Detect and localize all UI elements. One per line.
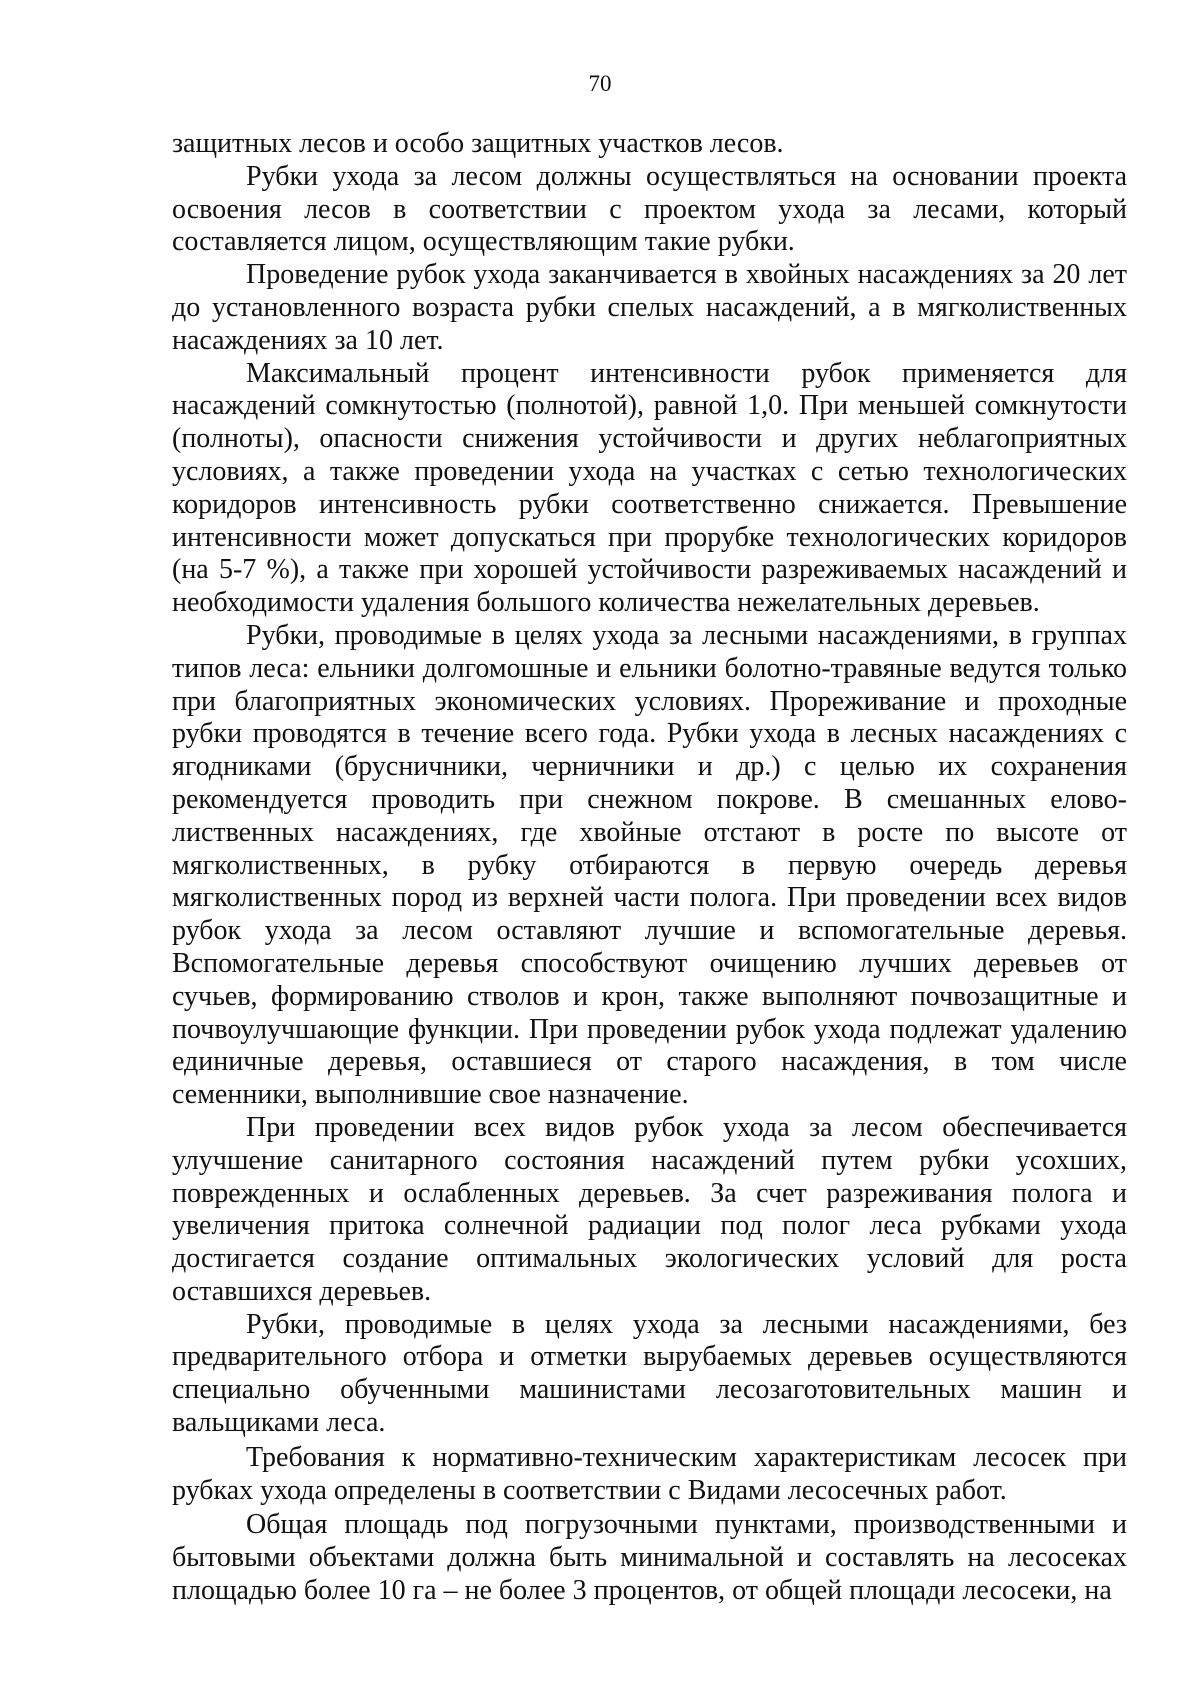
paragraph: Максимальный процент интенсивности рубок применяется для насаждений сомкнутостью (полнотой), равной 1,0. При меньшей сомкнутости (полноты), опасности снижения устойчивости и других неблагоприятных условиях, а также проведении ухода на участках с сетью технологических коридоров интенсивность рубки соответственно снижается. Превышение интенсивности может допускаться при прорубке технологических коридоров (на 5-7 %), а также при хорошей устойчивости разреживаемых насаждений и необходимости удаления большого количества нежелательных деревьев. <box>172 357 1127 619</box>
page-number: 70 <box>588 71 612 96</box>
paragraph: защитных лесов и особо защитных участков лесов. <box>172 128 784 159</box>
paragraph: Рубки, проводимые в целях ухода за лесными насаждениями, без предварительного отбора и отметки вырубаемых деревьев осуществляются специально обученными машинистами лесозаготовительных машин и вальщиками леса. <box>172 1308 1127 1439</box>
paragraph: Общая площадь под погрузочными пунктами, производственными и бытовыми объектами должна быть минимальной и составлять на лесосеках площадью более 10 га – не более 3 процентов, от общей площади лесосеки, на <box>172 1509 1127 1607</box>
paragraph: Требования к нормативно-техническим характеристикам лесосек при рубках ухода определены в соответствии с Видами лесосечных работ. <box>172 1441 1127 1506</box>
document-body <box>172 128 1127 1608</box>
paragraph: При проведении всех видов рубок ухода за лесом обеспечивается улучшение санитарного состояния насаждений путем рубки усохших, поврежденных и ослабленных деревьев. За счет разреживания полога и увеличения притока солнечной радиации под полог леса рубками ухода достигается создание оптимальных экологических условий для роста оставшихся деревьев. <box>172 1111 1127 1307</box>
paragraph: Рубки ухода за лесом должны осуществляться на основании проекта освоения лесов в соответствии с проектом ухода за лесами, который составляется лицом, осуществляющим такие рубки. <box>172 160 1127 258</box>
paragraph: Проведение рубок ухода заканчивается в хвойных насаждениях за 20 лет до установленного возраста рубки спелых насаждений, а в мягколиственных насаждениях за 10 лет. <box>172 259 1127 356</box>
paragraph: Рубки, проводимые в целях ухода за лесными насаждениями, в группах типов леса: ельники долгомошные и ельники болотно-травяные ведутся только при благоприятных экономических условиях. Прореживание и проходные рубки проводятся в течение всего года. Рубки ухода в лесных насаждениях с ягодниками (брусничники, черничники и др.) с целью их сохранения рекомендуется проводить при снежном покрове. В смешанных елово-лиственных насаждениях, где хвойные отстают в росте по высоте от мягколиственных, в рубку отбираются в первую очередь деревья мягколиственных пород из верхней части полога. При проведении всех видов рубок ухода за лесом оставляют лучшие и вспомогательные деревья. Вспомогательные деревья способствуют очищению лучших деревьев от сучьев, формированию стволов и крон, также выполняют почвозащитные и почвоулучшающие функции. При проведении рубок ухода подлежат удалению единичные деревья, оставшиеся от старого насаждения, в том числе семенники, выполнившие свое назначение. <box>172 619 1127 1111</box>
